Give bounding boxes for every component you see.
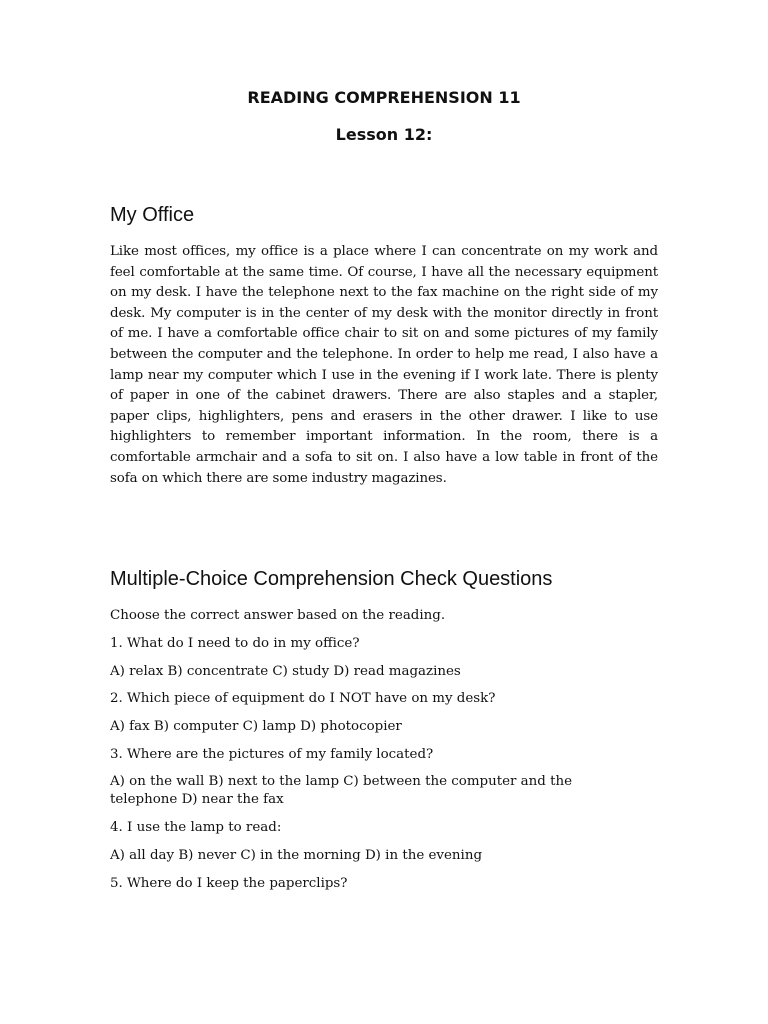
question-2: 2. Which piece of equipment do I NOT have on my desk?: [110, 691, 496, 706]
question-5: 5. Where do I keep the paperclips?: [110, 876, 348, 891]
answers-3: A) on the wall B) next to the lamp C) between the computer and the telephone D) near the fax: [110, 774, 573, 807]
question-1: 1. What do I need to do in my office?: [110, 636, 360, 651]
questions-instruction: Choose the correct answer based on the reading.: [110, 608, 446, 623]
question-3: 3. Where are the pictures of my family located?: [110, 747, 434, 762]
lesson-title: Lesson 12:: [335, 125, 433, 144]
document-title: READING COMPREHENSION 11: [247, 88, 521, 107]
reading-heading: My Office: [110, 204, 195, 226]
answers-4: A) all day B) never C) in the morning D) in the evening: [110, 848, 483, 863]
answers-2: A) fax B) computer C) lamp D) photocopier: [110, 719, 402, 734]
question-4: 4. I use the lamp to read:: [110, 820, 282, 835]
reading-paragraph: Like most offices, my office is a place where I can concentrate on my work and feel comfortable at the same time. Of course, I have all the necessary equipment on my desk. I have the telephone next to the fax machine on the right side of my desk. My computer is in the center of my desk with the monitor directly in front of me. I have a comfortable office chair to sit on and some pictures of my family between the computer and the telephone. In order to help me read, I also have a lamp near my computer which I use in the evening if I work late. There is plenty of paper in one of the cabinet drawers. There are also staples and a stapler, paper clips, highlighters, pens and erasers in the other drawer. I like to use highlighters to remember important information. In the room, there is a comfortable armchair and a sofa to sit on. I also have a low table in front of the sofa on which there are some industry magazines.: [110, 244, 658, 486]
questions-heading: Multiple-Choice Comprehension Check Questions: [110, 568, 553, 590]
answers-1: A) relax B) concentrate C) study D) read magazines: [110, 664, 461, 679]
